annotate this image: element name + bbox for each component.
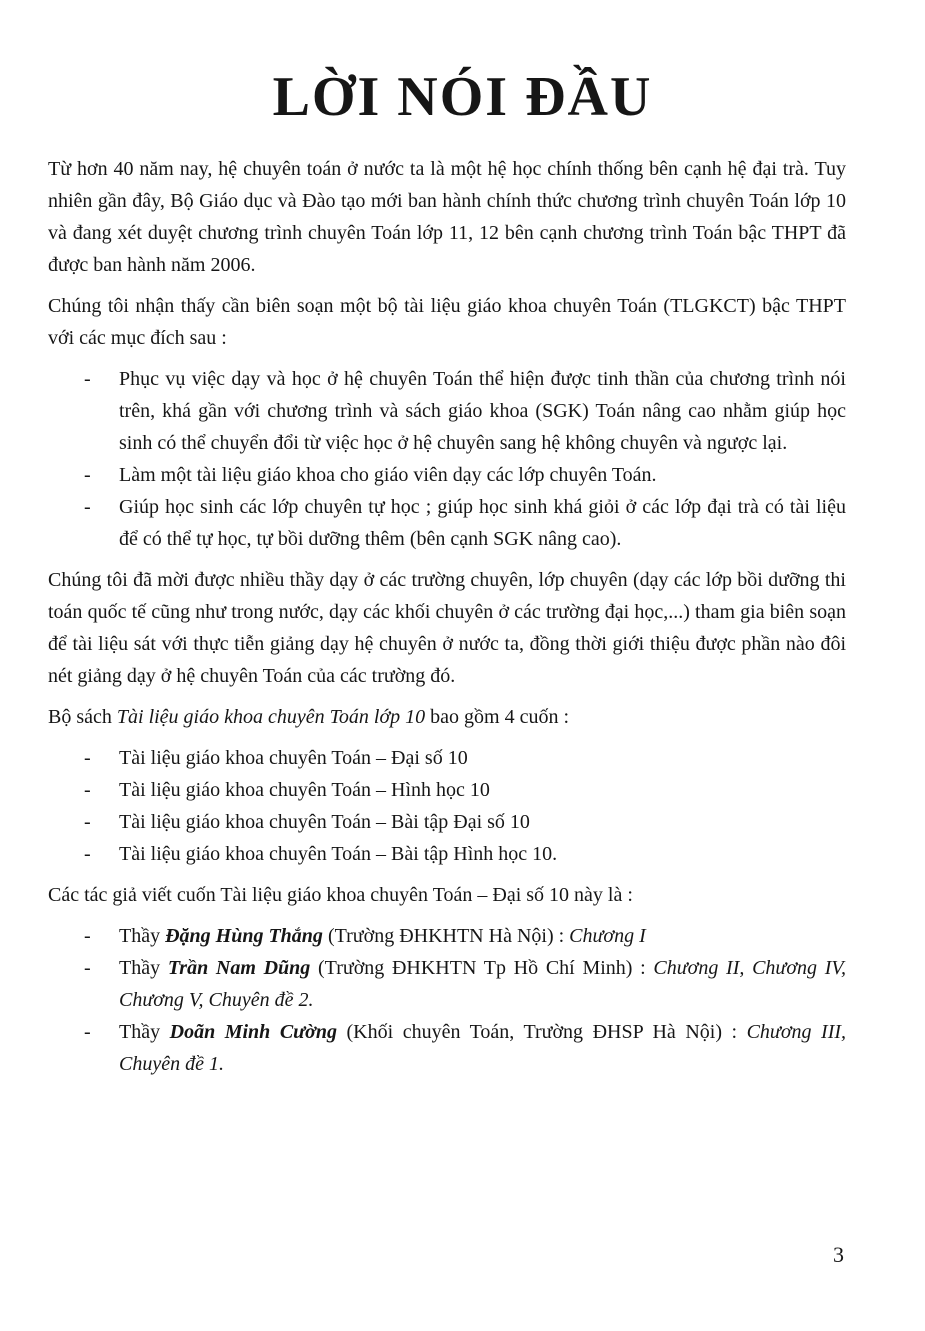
paragraph-series: Bộ sách Tài liệu giáo khoa chuyên Toán lớp 10 bao gồm 4 cuốn : [48, 706, 570, 728]
list-item: - Tài liệu giáo khoa chuyên Toán – Hình học 10 [48, 774, 846, 806]
author-chapters: Chương III, Chuyên đề 1. [119, 1021, 847, 1075]
page-number: 3 [833, 1242, 844, 1267]
dash-bullet: - [84, 779, 91, 801]
author-chapters: Chương II, Chương IV, Chương V, Chuyên đề 2. [119, 957, 847, 1011]
paragraph-teachers: Chúng tôi đã mời được nhiều thầy dạy ở các trường chuyên, lớp chuyên (dạy các lớp bồi dưỡng thi toán quốc tế cũng như trong nước, dạy các khối chuyên ở các trường đại học,...) tham gia biên soạn để tài liệu sát với thực tiễn giảng dạy hệ chuyên ở nước ta, đồng thời giới thiệu được phần nào đôi nét giảng dạy ở hệ chuyên Toán của các trường đó. [48, 569, 846, 687]
list-item: - Tài liệu giáo khoa chuyên Toán – Bài tập Hình học 10. [48, 838, 846, 870]
dash-bullet: - [84, 1021, 91, 1043]
dash-bullet: - [84, 843, 91, 865]
dash-bullet: - [84, 957, 91, 979]
author-chapters: Chương I [569, 925, 646, 947]
page-title: LỜI NÓI ĐẦU [272, 66, 653, 128]
list-item: - Phục vụ việc dạy và học ở hệ chuyên Toán thể hiện được tinh thần của chương trình nói trên, khá gần với chương trình và sách giáo khoa (SGK) Toán nâng cao nhằm giúp học sinh có thể chuyển đổi từ việc học ở hệ chuyên sang hệ không chuyên và ngược lại. [48, 363, 846, 459]
list-item: - Làm một tài liệu giáo khoa cho giáo viên dạy các lớp chuyên Toán. [48, 459, 846, 491]
authors-list [48, 920, 846, 1080]
author-item: - Thầy Doãn Minh Cường (Khối chuyên Toán, Trường ĐHSP Hà Nội) : Chương III, Chuyên đề 1. [48, 1016, 846, 1080]
author-item: - Thầy Trần Nam Dũng (Trường ĐHKHTN Tp Hồ Chí Minh) : Chương II, Chương IV, Chương V, Chuyên đề 2. [48, 952, 846, 1016]
list-item: - Tài liệu giáo khoa chuyên Toán – Bài tập Đại số 10 [48, 806, 846, 838]
paragraph-purpose: Chúng tôi nhận thấy cần biên soạn một bộ tài liệu giáo khoa chuyên Toán (TLGKCT) bậc THPT với các mục đích sau : [48, 295, 846, 349]
list-item: - Tài liệu giáo khoa chuyên Toán – Đại số 10 [48, 742, 846, 774]
series-title: Tài liệu giáo khoa chuyên Toán lớp 10 [116, 706, 426, 728]
paragraph-authors: Các tác giả viết cuốn Tài liệu giáo khoa chuyên Toán – Đại số 10 này là : [48, 884, 633, 906]
dash-bullet: - [84, 925, 91, 947]
dash-bullet: - [84, 368, 91, 390]
author-name: Đặng Hùng Thắng [165, 925, 323, 947]
books-list [48, 742, 846, 870]
paragraph-intro: Từ hơn 40 năm nay, hệ chuyên toán ở nước ta là một hệ học chính thống bên cạnh hệ đại trà. Tuy nhiên gần đây, Bộ Giáo dục và Đào tạo mới ban hành chính thức chương trình chuyên Toán lớp 10 và đang xét duyệt chương trình chuyên Toán lớp 11, 12 bên cạnh chương trình Toán bậc THPT đã được ban hành năm 2006. [48, 158, 846, 276]
author-name: Trần Nam Dũng [167, 957, 311, 979]
dash-bullet: - [84, 811, 91, 833]
purpose-list [48, 363, 846, 555]
list-item: - Giúp học sinh các lớp chuyên tự học ; giúp học sinh khá giỏi ở các lớp đại trà có tài liệu để có thể tự học, tự bồi dưỡng thêm (bên cạnh SGK nâng cao). [48, 491, 846, 555]
author-item: - Thầy Đặng Hùng Thắng (Trường ĐHKHTN Hà Nội) : Chương I [48, 920, 846, 952]
dash-bullet: - [84, 464, 91, 486]
dash-bullet: - [84, 747, 91, 769]
author-name: Doãn Minh Cường [169, 1021, 337, 1043]
content [48, 153, 846, 1089]
dash-bullet: - [84, 496, 91, 518]
